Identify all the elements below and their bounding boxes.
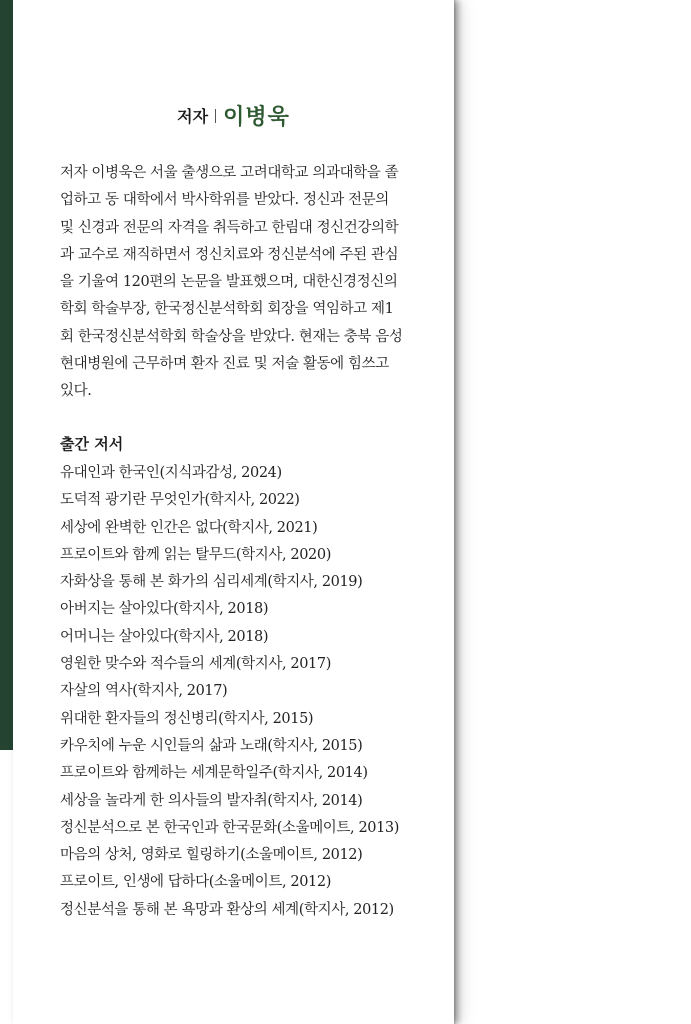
author-name: 이병욱 <box>223 104 290 130</box>
works-list-item: 자화상을 통해 본 화가의 심리세계(학지사, 2019) <box>60 574 363 591</box>
bio-line: 및 신경과 전문의 자격을 취득하고 한림대 정신건강의학 <box>60 219 399 236</box>
works-list <box>60 460 430 924</box>
works-list-item: 아버지는 살아있다(학지사, 2018) <box>60 601 269 618</box>
works-list-item: 영원한 맞수와 적수들의 세계(학지사, 2017) <box>60 656 331 673</box>
works-list-item: 어머니는 살아있다(학지사, 2018) <box>60 628 269 645</box>
bio-line: 업하고 동 대학에서 박사학위를 받았다. 정신과 전문의 <box>60 192 389 209</box>
works-list-item: 프로이트와 함께하는 세계문학일주(학지사, 2014) <box>60 765 368 782</box>
title-divider <box>215 109 216 123</box>
works-list-item: 정신분석으로 본 한국인과 한국문화(소울메이트, 2013) <box>60 819 399 836</box>
works-list-item: 카우치에 누운 시인들의 삶과 노래(학지사, 2015) <box>60 737 363 754</box>
book-cover-spine <box>0 0 13 750</box>
works-list-item: 유대인과 한국인(지식과감성, 2024) <box>60 465 282 481</box>
author-title <box>13 100 454 131</box>
bio-line: 현대병원에 근무하며 환자 진료 및 저술 활동에 힘쓰고 <box>60 356 389 373</box>
author-bio <box>60 160 412 406</box>
works-list-item: 위대한 환자들의 정신병리(학지사, 2015) <box>60 710 314 727</box>
bio-line: 학회 학술부장, 한국정신분석학회 회장을 역임하고 제1 <box>60 301 394 318</box>
works-list-item: 세상을 놀라게 한 의사들의 발자취(학지사, 2014) <box>60 792 363 809</box>
works-list-item: 정신분석을 통해 본 욕망과 환상의 세계(학지사, 2012) <box>60 901 394 918</box>
bio-line: 과 교수로 재직하면서 정신치료와 정신분석에 주된 관심 <box>60 246 399 263</box>
author-page <box>13 0 454 1024</box>
bio-line: 을 기울여 120편의 논문을 발표했으며, 대한신경정신의 <box>60 274 398 291</box>
works-list-item: 마음의 상처, 영화로 힐링하기(소울메이트, 2012) <box>60 847 363 864</box>
author-label: 저자 <box>177 107 209 126</box>
works-list-item: 세상에 완벽한 인간은 없다(학지사, 2021) <box>60 519 318 536</box>
bio-line: 회 한국정신분석학회 학술상을 받았다. 현재는 충북 음성 <box>60 328 403 345</box>
works-list-item: 도덕적 광기란 무엇인가(학지사, 2022) <box>60 492 300 509</box>
bio-line: 저자 이병욱은 서울 출생으로 고려대학교 의과대학을 졸 <box>60 165 399 181</box>
bio-line: 있다. <box>60 383 92 400</box>
works-list-item: 프로이트, 인생에 답하다(소울메이트, 2012) <box>60 874 331 891</box>
works-list-item: 자살의 역사(학지사, 2017) <box>60 683 228 700</box>
works-list-item: 프로이트와 함께 읽는 탈무드(학지사, 2020) <box>60 546 331 563</box>
works-heading: 출간 저서 <box>60 435 124 453</box>
